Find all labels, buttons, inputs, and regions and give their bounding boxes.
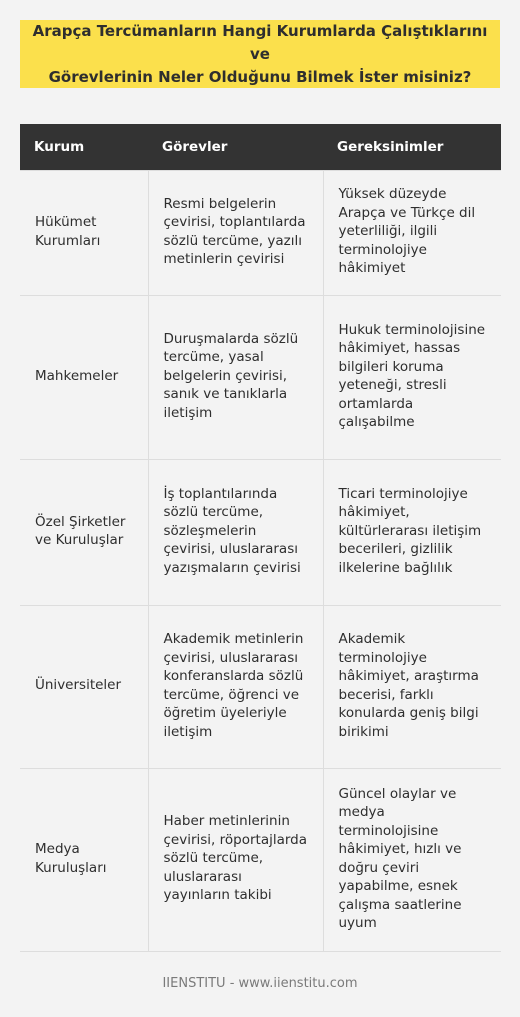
page-title-line-1: Arapça Tercümanların Hangi Kurumlarda Çalıştıklarını ve — [32, 21, 488, 63]
cell-kurum: Üniversiteler — [20, 605, 148, 768]
cell-gorevler: Akademik metinlerin çevirisi, uluslararası konferanslarda sözlü tercüme, öğrenci ve öğretim üyeleriyle iletişim — [148, 605, 323, 768]
cell-gorevler: Resmi belgelerin çevirisi, toplantılarda sözlü tercüme, yazılı metinlerin çevirisi — [148, 170, 323, 295]
cell-kurum: Mahkemeler — [20, 295, 148, 459]
header-gereksinimler: Gereksinimler — [323, 124, 501, 170]
cell-gereksinimler: Yüksek düzeyde Arapça ve Türkçe dil yeterliliği, ilgili terminolojiye hâkimiyet — [323, 170, 501, 295]
cell-gorevler: Duruşmalarda sözlü tercüme, yasal belgelerin çevirisi, sanık ve tanıklarla iletişim — [148, 295, 323, 459]
table-row — [20, 459, 501, 605]
table-row — [20, 170, 501, 295]
table-row — [20, 605, 501, 768]
table-row — [20, 295, 501, 459]
institutions-table — [20, 124, 501, 952]
page-title — [30, 20, 490, 89]
cell-gorevler: Haber metinlerinin çevirisi, röportajlarda sözlü tercüme, uluslararası yayınların takibi — [148, 768, 323, 951]
cell-gorevler: İş toplantılarında sözlü tercüme, sözleşmelerin çevirisi, uluslararası yazışmaların çevirisi — [148, 459, 323, 605]
table-row — [20, 768, 501, 951]
cell-kurum: Medya Kuruluşları — [20, 768, 148, 951]
header-kurum: Kurum — [20, 124, 148, 170]
cell-kurum: Hükümet Kurumları — [20, 170, 148, 295]
page-title-line-2: Görevlerinin Neler Olduğunu Bilmek İster misiniz? — [48, 67, 472, 86]
title-banner — [20, 20, 500, 88]
cell-gereksinimler: Ticari terminolojiye hâkimiyet, kültürlerarası iletişim becerileri, gizlilik ilkelerine bağlılık — [323, 459, 501, 605]
cell-kurum: Özel Şirketler ve Kuruluşlar — [20, 459, 148, 605]
header-gorevler: Görevler — [148, 124, 323, 170]
table-header-row — [20, 124, 501, 170]
cell-gereksinimler: Hukuk terminolojisine hâkimiyet, hassas bilgileri koruma yeteneği, stresli ortamlarda çalışabilme — [323, 295, 501, 459]
cell-gereksinimler: Akademik terminolojiye hâkimiyet, araştırma becerisi, farklı konularda geniş bilgi birikimi — [323, 605, 501, 768]
cell-gereksinimler: Güncel olaylar ve medya terminolojisine hâkimiyet, hızlı ve doğru çeviri yapabilme, esnek çalışma saatlerine uyum — [323, 768, 501, 951]
footer-credit: IIENSTITU - www.iienstitu.com — [162, 976, 358, 991]
